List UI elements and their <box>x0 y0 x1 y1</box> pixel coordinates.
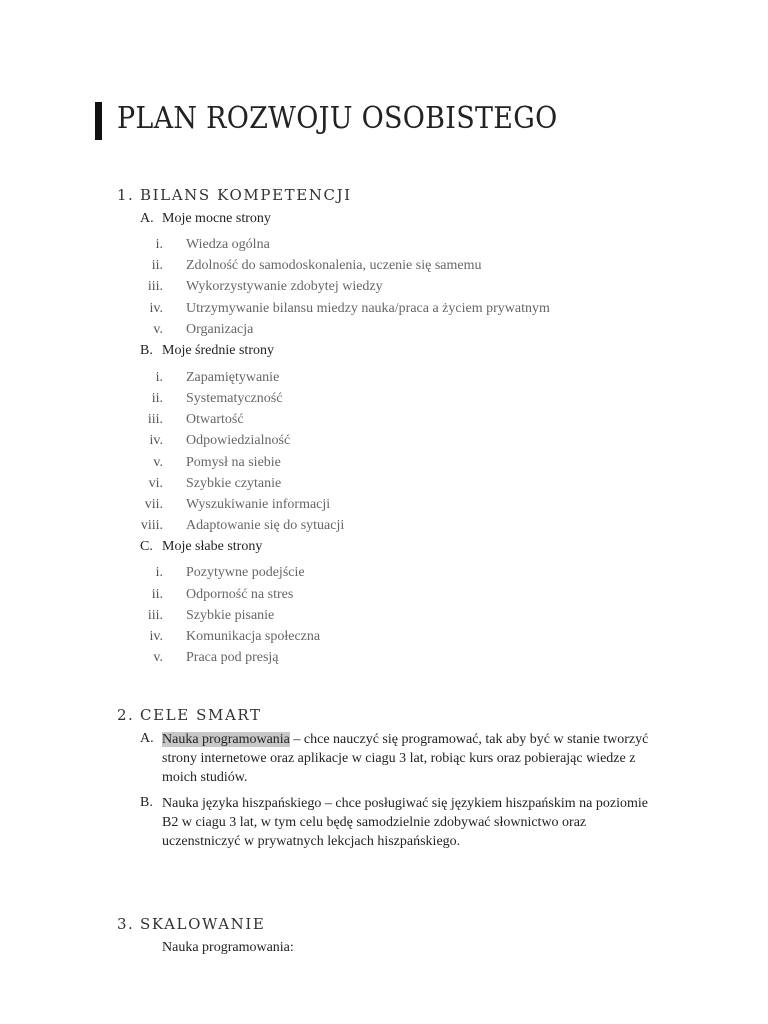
goal-text: Nauka języka hiszpańskiego – chce posługiwać się językiem hiszpańskim na poziomie B2 w ciagu 3 lat, w tym celu będę samodzielnie zdobywać słownictwo oraz uczenstniczyć w prywatnych lekcjach hiszpańskiego. <box>162 796 648 849</box>
scaling-text: Nauka programowania: <box>162 940 294 955</box>
section-number: 1. <box>117 186 135 204</box>
group-letter: A. <box>140 211 154 226</box>
section-number: 2. <box>117 706 135 724</box>
group-label-srednie: Moje średnie strony <box>162 343 274 358</box>
goal-highlight: Nauka programowania <box>162 732 290 747</box>
item-number: iv. <box>149 629 163 644</box>
item-number: vii. <box>144 497 163 512</box>
list-item: Wykorzystywanie zdobytej wiedzy <box>186 279 383 294</box>
item-number: ii. <box>151 391 163 406</box>
item-number: iv. <box>149 433 163 448</box>
list-item: Szybkie pisanie <box>186 608 275 623</box>
goal-text: – chce nauczyć się programować, tak aby być w stanie tworzyć strony internetowe oraz aplikacje w ciagu 3 lat, robiąc kurs oraz pobierając wiedze z moich studiów. <box>162 732 649 785</box>
group-letter: B. <box>140 343 153 358</box>
item-number: i. <box>155 565 163 580</box>
goal-paragraph-programming <box>162 730 652 787</box>
section-number: 3. <box>117 915 135 933</box>
section-title-cele: CELE SMART <box>140 706 262 724</box>
list-item: Adaptowanie się do sytuacji <box>186 518 345 533</box>
section-title-skalowanie: SKALOWANIE <box>140 915 266 933</box>
list-item: Wiedza ogólna <box>186 237 270 252</box>
list-item: Pomysł na siebie <box>186 455 281 470</box>
list-item: Zdolność do samodoskonalenia, uczenie się samemu <box>186 258 482 273</box>
page-title: PLAN ROZWOJU OSOBISTEGO <box>117 101 558 136</box>
goal-letter: A. <box>140 731 154 746</box>
item-number: iii. <box>147 279 163 294</box>
item-number: iii. <box>147 608 163 623</box>
item-number: ii. <box>151 258 163 273</box>
list-item: Wyszukiwanie informacji <box>186 497 331 512</box>
list-item: Komunikacja społeczna <box>186 629 321 644</box>
section-title-bilans: BILANS KOMPETENCJI <box>140 186 352 204</box>
goal-letter: B. <box>140 795 153 810</box>
group-label-slabe: Moje słabe strony <box>162 539 263 554</box>
list-item: Szybkie czytanie <box>186 476 282 491</box>
item-number: ii. <box>151 587 163 602</box>
item-number: v. <box>153 455 163 470</box>
list-item: Odpowiedzialność <box>186 433 291 448</box>
list-item: Praca pod presją <box>186 650 279 665</box>
item-number: i. <box>155 370 163 385</box>
list-item: Odporność na stres <box>186 587 294 602</box>
list-item: Utrzymywanie bilansu miedzy nauka/praca a życiem prywatnym <box>186 301 550 316</box>
group-letter: C. <box>140 539 153 554</box>
list-item: Organizacja <box>186 322 254 337</box>
item-number: iv. <box>149 301 163 316</box>
item-number: i. <box>155 237 163 252</box>
goal-paragraph-spanish <box>162 794 652 851</box>
item-number: v. <box>153 650 163 665</box>
list-item: Pozytywne podejście <box>186 565 305 580</box>
list-item: Otwartość <box>186 412 244 427</box>
list-item: Systematyczność <box>186 391 283 406</box>
item-number: viii. <box>140 518 163 533</box>
item-number: v. <box>153 322 163 337</box>
title-accent-bar <box>95 102 102 140</box>
item-number: vi. <box>148 476 163 491</box>
group-label-mocne: Moje mocne strony <box>162 211 271 226</box>
item-number: iii. <box>147 412 163 427</box>
list-item: Zapamiętywanie <box>186 370 280 385</box>
